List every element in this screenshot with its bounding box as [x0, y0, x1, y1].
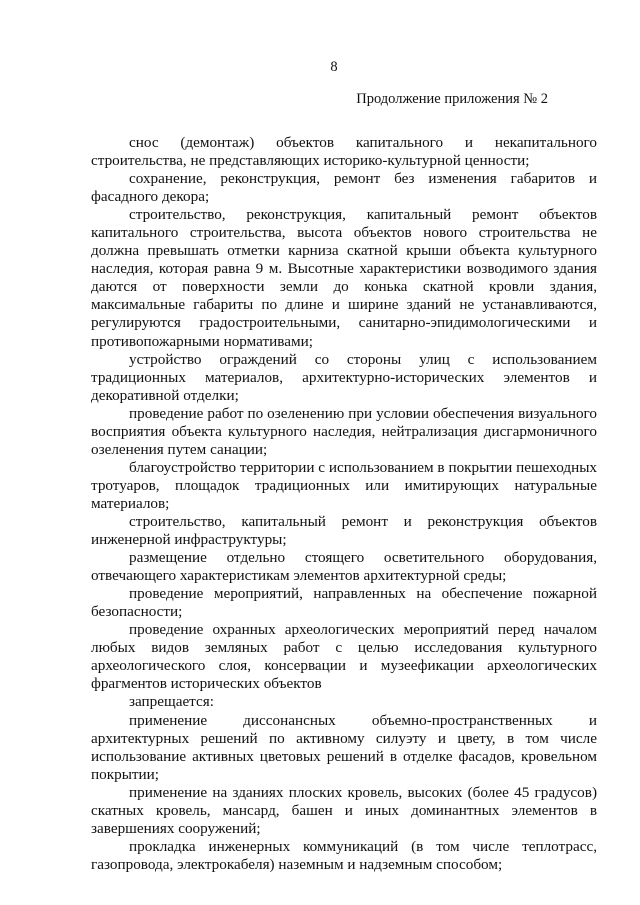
paragraph-fencing: устройство ограждений со стороны улиц с использованием традиционных материалов, архитектурно-исторических элементов и декоративной отделки;	[91, 350, 597, 404]
document-body	[91, 134, 597, 874]
paragraph-preservation: сохранение, реконструкция, ремонт без изменения габаритов и фасадного декора;	[91, 170, 597, 206]
paragraph-dissonant-solutions: применение диссонансных объемно-пространственных и архитектурных решений по активному силуэту и цвету, в том числе использование активных цветовых решений в отделке фасадов, кровельном покрытии;	[91, 711, 597, 783]
paragraph-demolition: снос (демонтаж) объектов капитального и некапитального строительства, не представляющих историко-культурной ценности;	[91, 134, 597, 170]
paragraph-utilities: прокладка инженерных коммуникаций (в том числе теплотрасс, газопровода, электрокабеля) наземным и надземным способом;	[91, 837, 597, 873]
page-number: 8	[330, 59, 338, 75]
paragraph-archaeology: проведение охранных археологических мероприятий перед началом любых видов земляных работ с целью исследования культурного археологического слоя, консервации и музеефикации археологических фрагментов исторических объектов	[91, 621, 597, 693]
paragraph-improvement: благоустройство территории с использованием в покрытии пешеходных тротуаров, площадок традиционных или имитирующих натуральные материалов;	[91, 458, 597, 512]
paragraph-lighting: размещение отдельно стоящего осветительного оборудования, отвечающего характеристикам элементов архитектурной среды;	[91, 549, 597, 585]
paragraph-engineering-infrastructure: строительство, капитальный ремонт и реконструкция объектов инженерной инфраструктуры;	[91, 512, 597, 549]
paragraph-fire-safety: проведение мероприятий, направленных на обеспечение пожарной безопасности;	[91, 585, 597, 621]
prohibited-heading: запрещается:	[129, 693, 214, 711]
paragraph-roofs: применение на зданиях плоских кровель, высоких (более 45 градусов) скатных кровель, мансард, башен и иных доминантных элементов в завершениях сооружений;	[91, 783, 597, 837]
paragraph-construction-height: строительство, реконструкция, капитальный ремонт объектов капитального строительства, высота объектов нового строительства не должна превышать отметки карниза скатной крыши объекта культурного наследия, которая равна 9 м. Высотные характеристики возводимого здания даются от поверхности земли до конька скатной кровли здания, максимальные габариты по длине и ширине зданий не устанавливаются, регулируются градостроительными, санитарно-эпидимологическими и противопожарными нормативами;	[91, 206, 597, 350]
appendix-continuation-label: Продолжение приложения № 2	[356, 91, 548, 107]
paragraph-landscaping: проведение работ по озеленению при условии обеспечения визуального восприятия объекта культурного наследия, нейтрализация дисгармоничного озеленения путем санации;	[91, 404, 597, 458]
